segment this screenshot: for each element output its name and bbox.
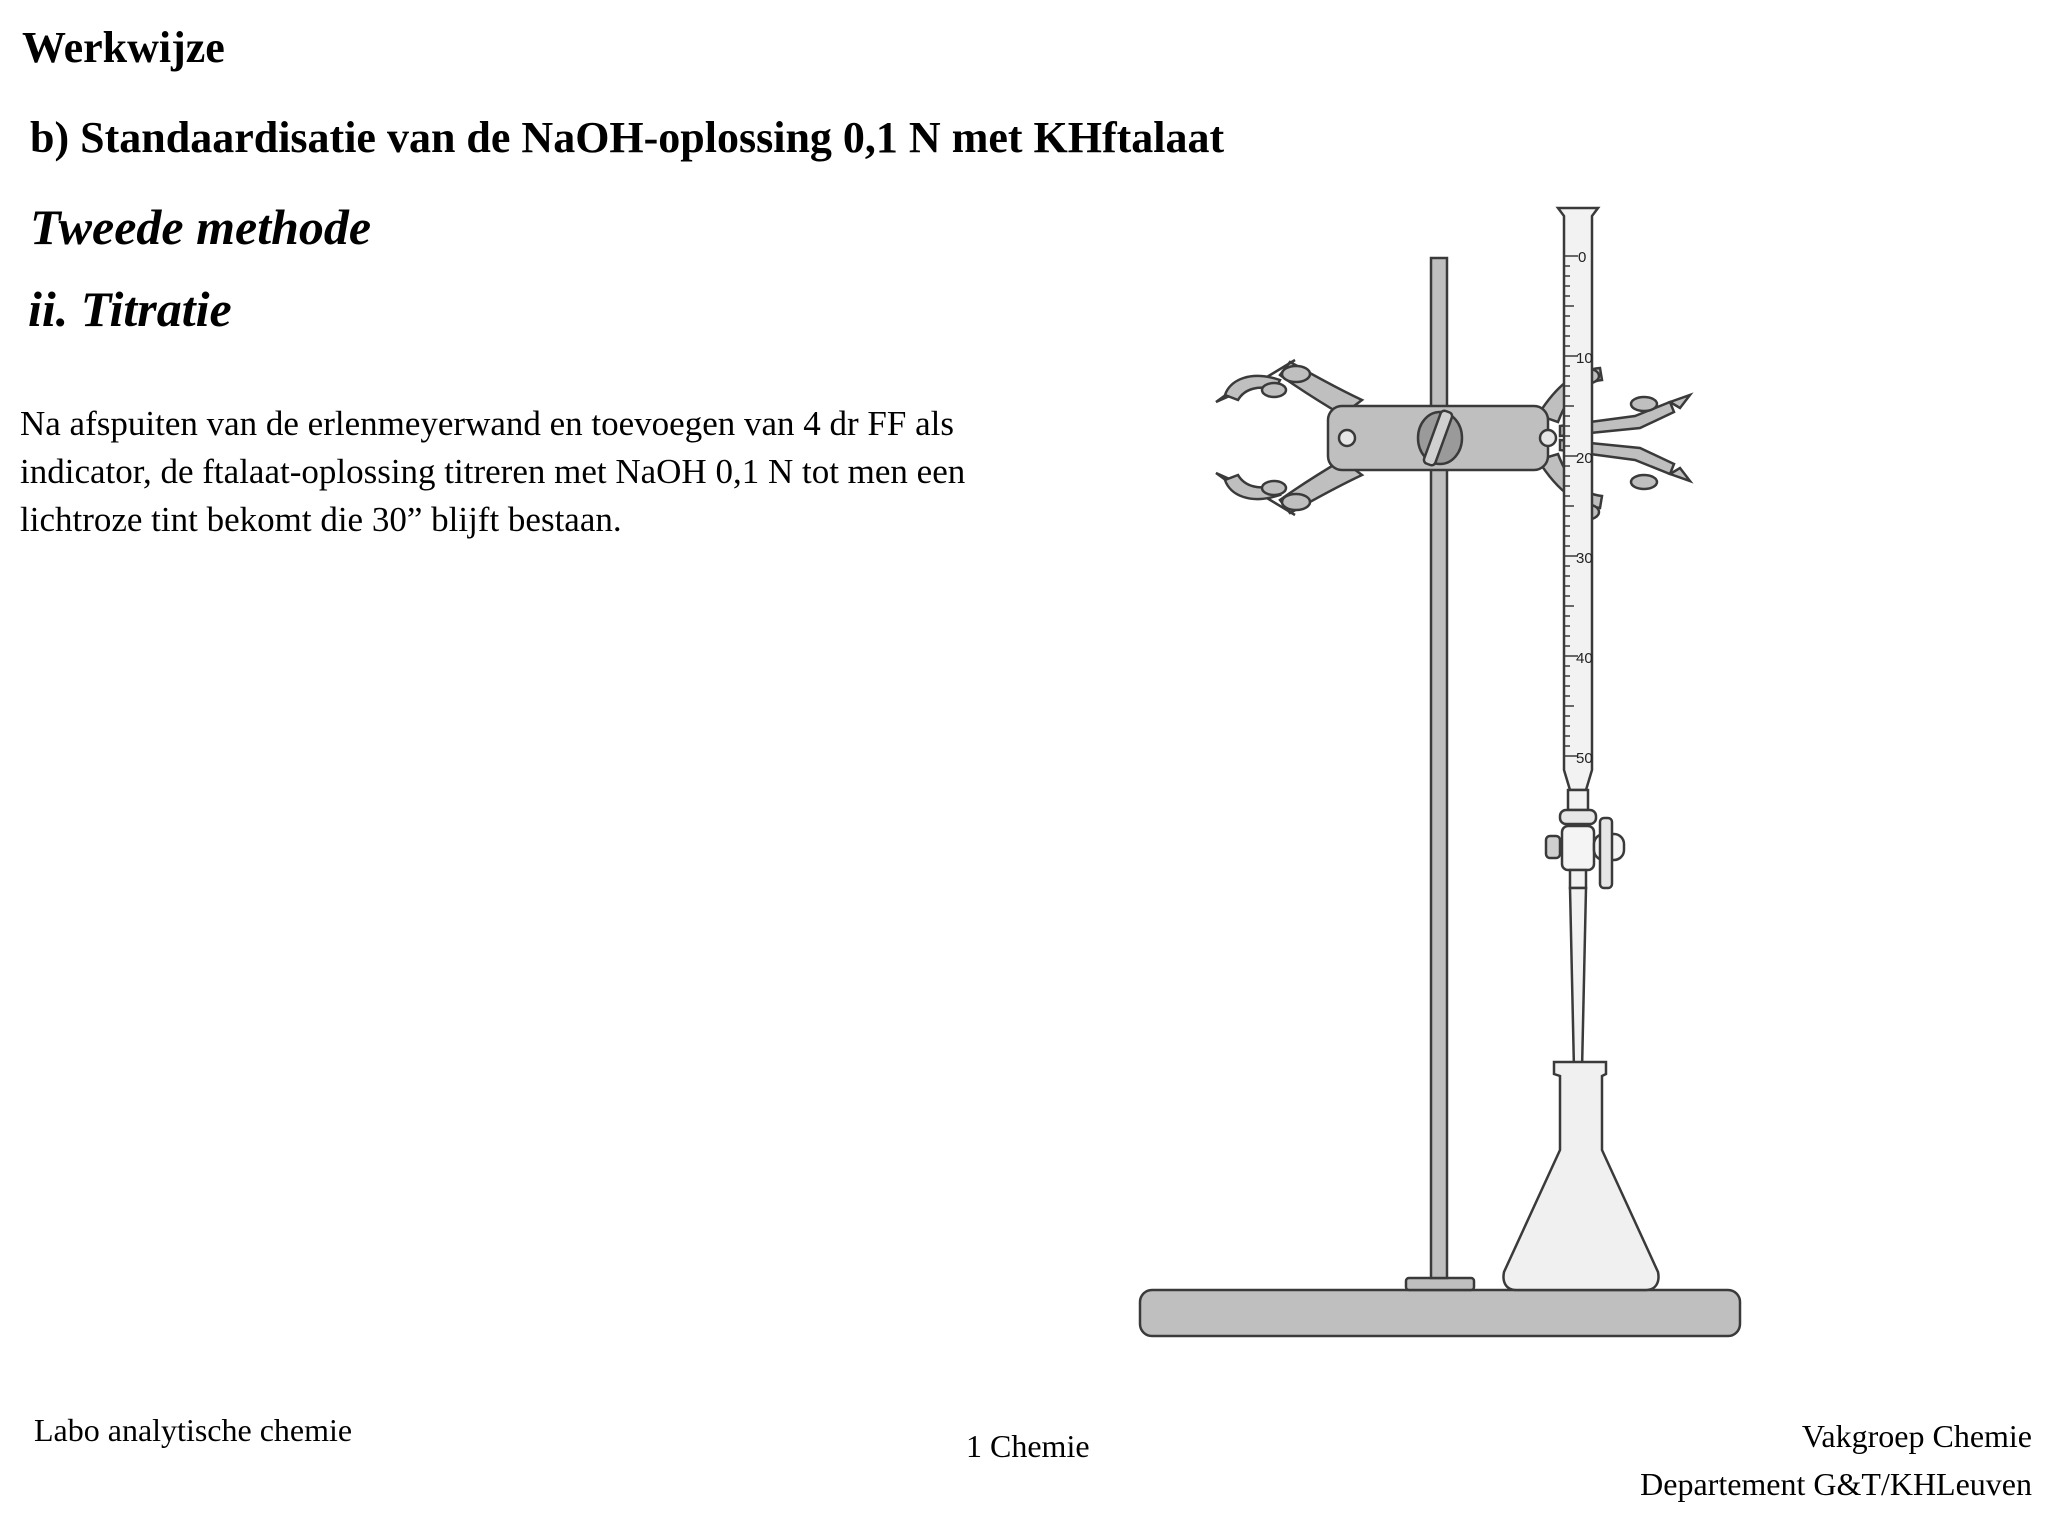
procedure-line: indicator, de ftalaat-oplossing titreren met NaOH 0,1 N tot men een	[20, 452, 966, 491]
erlenmeyer-flask	[1504, 1062, 1659, 1290]
clamp-pivot-right	[1540, 430, 1556, 446]
stand-rod-foot	[1406, 1278, 1474, 1290]
burette	[1546, 208, 1624, 1080]
procedure-line: lichtroze tint bekomt die 30” blijft bestaan.	[20, 500, 622, 539]
clamp-pivot-left	[1339, 430, 1355, 446]
step-heading: ii. Titratie	[28, 281, 232, 337]
burette-scale-label: 10	[1576, 350, 1593, 367]
burette-scale-label: 50	[1576, 750, 1593, 767]
procedure-line: Na afspuiten van de erlenmeyerwand en toevoegen van 4 dr FF als	[20, 404, 954, 443]
burette-scale-label: 40	[1576, 650, 1593, 667]
burette-scale-label: 30	[1576, 550, 1593, 567]
page-subtitle: b) Standaardisatie van de NaOH-oplossing 0,1 N met KHftalaat	[30, 113, 1225, 162]
footer-department	[1640, 1412, 2032, 1508]
titration-apparatus-illustration	[1130, 190, 1770, 1360]
footer-course: Labo analytische chemie	[34, 1412, 353, 1448]
footer-page-label: 1 Chemie	[966, 1428, 1090, 1464]
clamp-right-arms	[1538, 368, 1690, 520]
procedure-text	[20, 400, 965, 544]
footer-department-line: Vakgroep Chemie	[1801, 1418, 2032, 1454]
burette-scale-label: 0	[1578, 249, 1587, 266]
footer-department-line: Departement G&T/KHLeuven	[1640, 1466, 2032, 1502]
method-heading: Tweede methode	[30, 199, 372, 255]
burette-scale-label: 20	[1576, 450, 1593, 467]
section-heading: Werkwijze	[22, 23, 225, 72]
stand-base	[1140, 1290, 1740, 1336]
